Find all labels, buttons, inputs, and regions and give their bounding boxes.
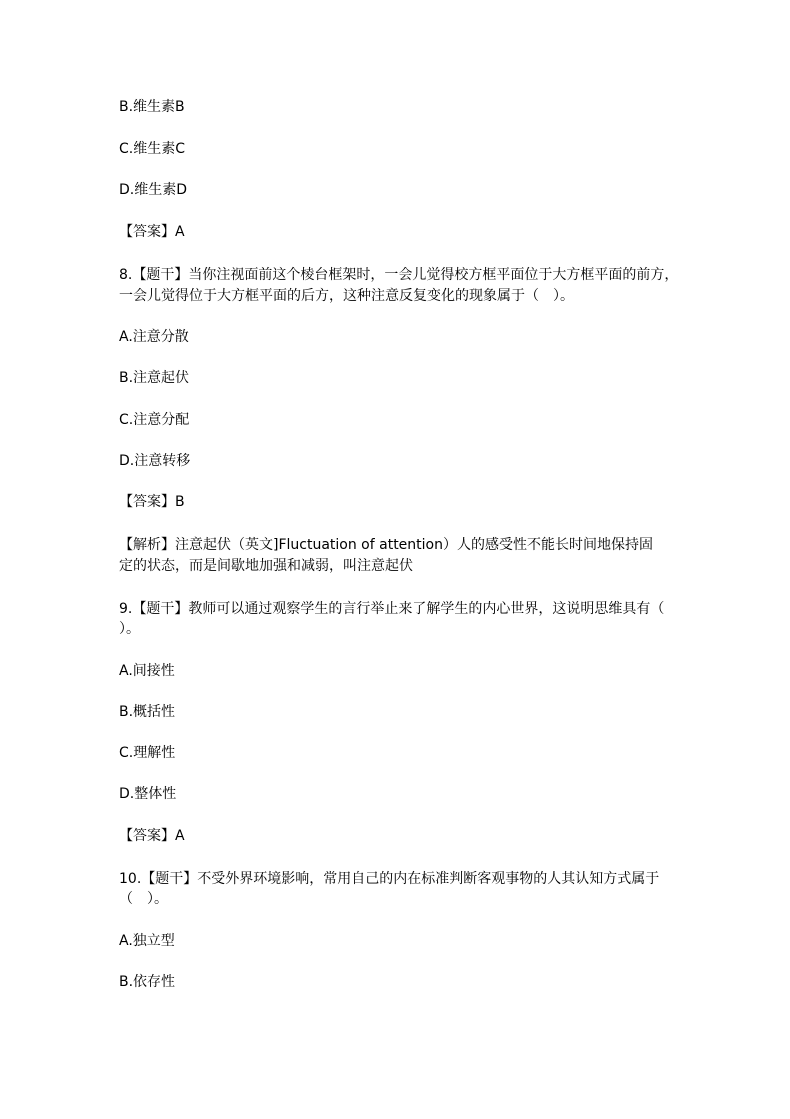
option-b: B.维生素B: [119, 99, 185, 115]
analysis-line-2: 定的状态，而是间歇地加强和减弱，叫注意起伏: [119, 558, 413, 574]
option-a: A.间接性: [119, 663, 175, 679]
option-b: B.依存性: [119, 974, 176, 990]
question-9-line-1: 9.【题干】教师可以通过观察学生的言行举止来了解学生的内心世界，这说明思维具有（: [119, 601, 665, 617]
question-8-line-2: 一会儿觉得位于大方框平面的后方，这种注意反复变化的现象属于（ ）。: [119, 288, 574, 304]
option-b: B.概括性: [119, 704, 176, 720]
question-10-line-1: 10.【题干】不受外界环境影响，常用自己的内在标准判断客观事物的人其认知方式属于: [119, 871, 660, 887]
option-a: A.独立型: [119, 933, 175, 949]
option-c: C.注意分配: [119, 412, 190, 428]
option-d: D.维生素D: [119, 182, 188, 198]
option-c: C.理解性: [119, 745, 176, 761]
option-b: B.注意起伏: [119, 370, 190, 386]
question-8-line-1: 8.【题干】当你注视面前这个棱台框架时，一会儿觉得校方框平面位于大方框平面的前方，: [119, 267, 679, 283]
question-10-line-2: （ ）。: [119, 891, 168, 907]
answer: 【答案】A: [119, 828, 185, 844]
option-d: D.整体性: [119, 786, 177, 802]
question-9-line-2: ）。: [119, 621, 140, 637]
analysis-line-1: 【解析】注意起伏（英文]Fluctuation of attention）人的感受性不能长时间地保持固: [119, 537, 653, 553]
option-d: D.注意转移: [119, 453, 191, 469]
option-a: A.注意分散: [119, 329, 189, 345]
answer: 【答案】B: [119, 494, 185, 510]
option-c: C.维生素C: [119, 141, 186, 157]
answer: 【答案】A: [119, 224, 185, 240]
